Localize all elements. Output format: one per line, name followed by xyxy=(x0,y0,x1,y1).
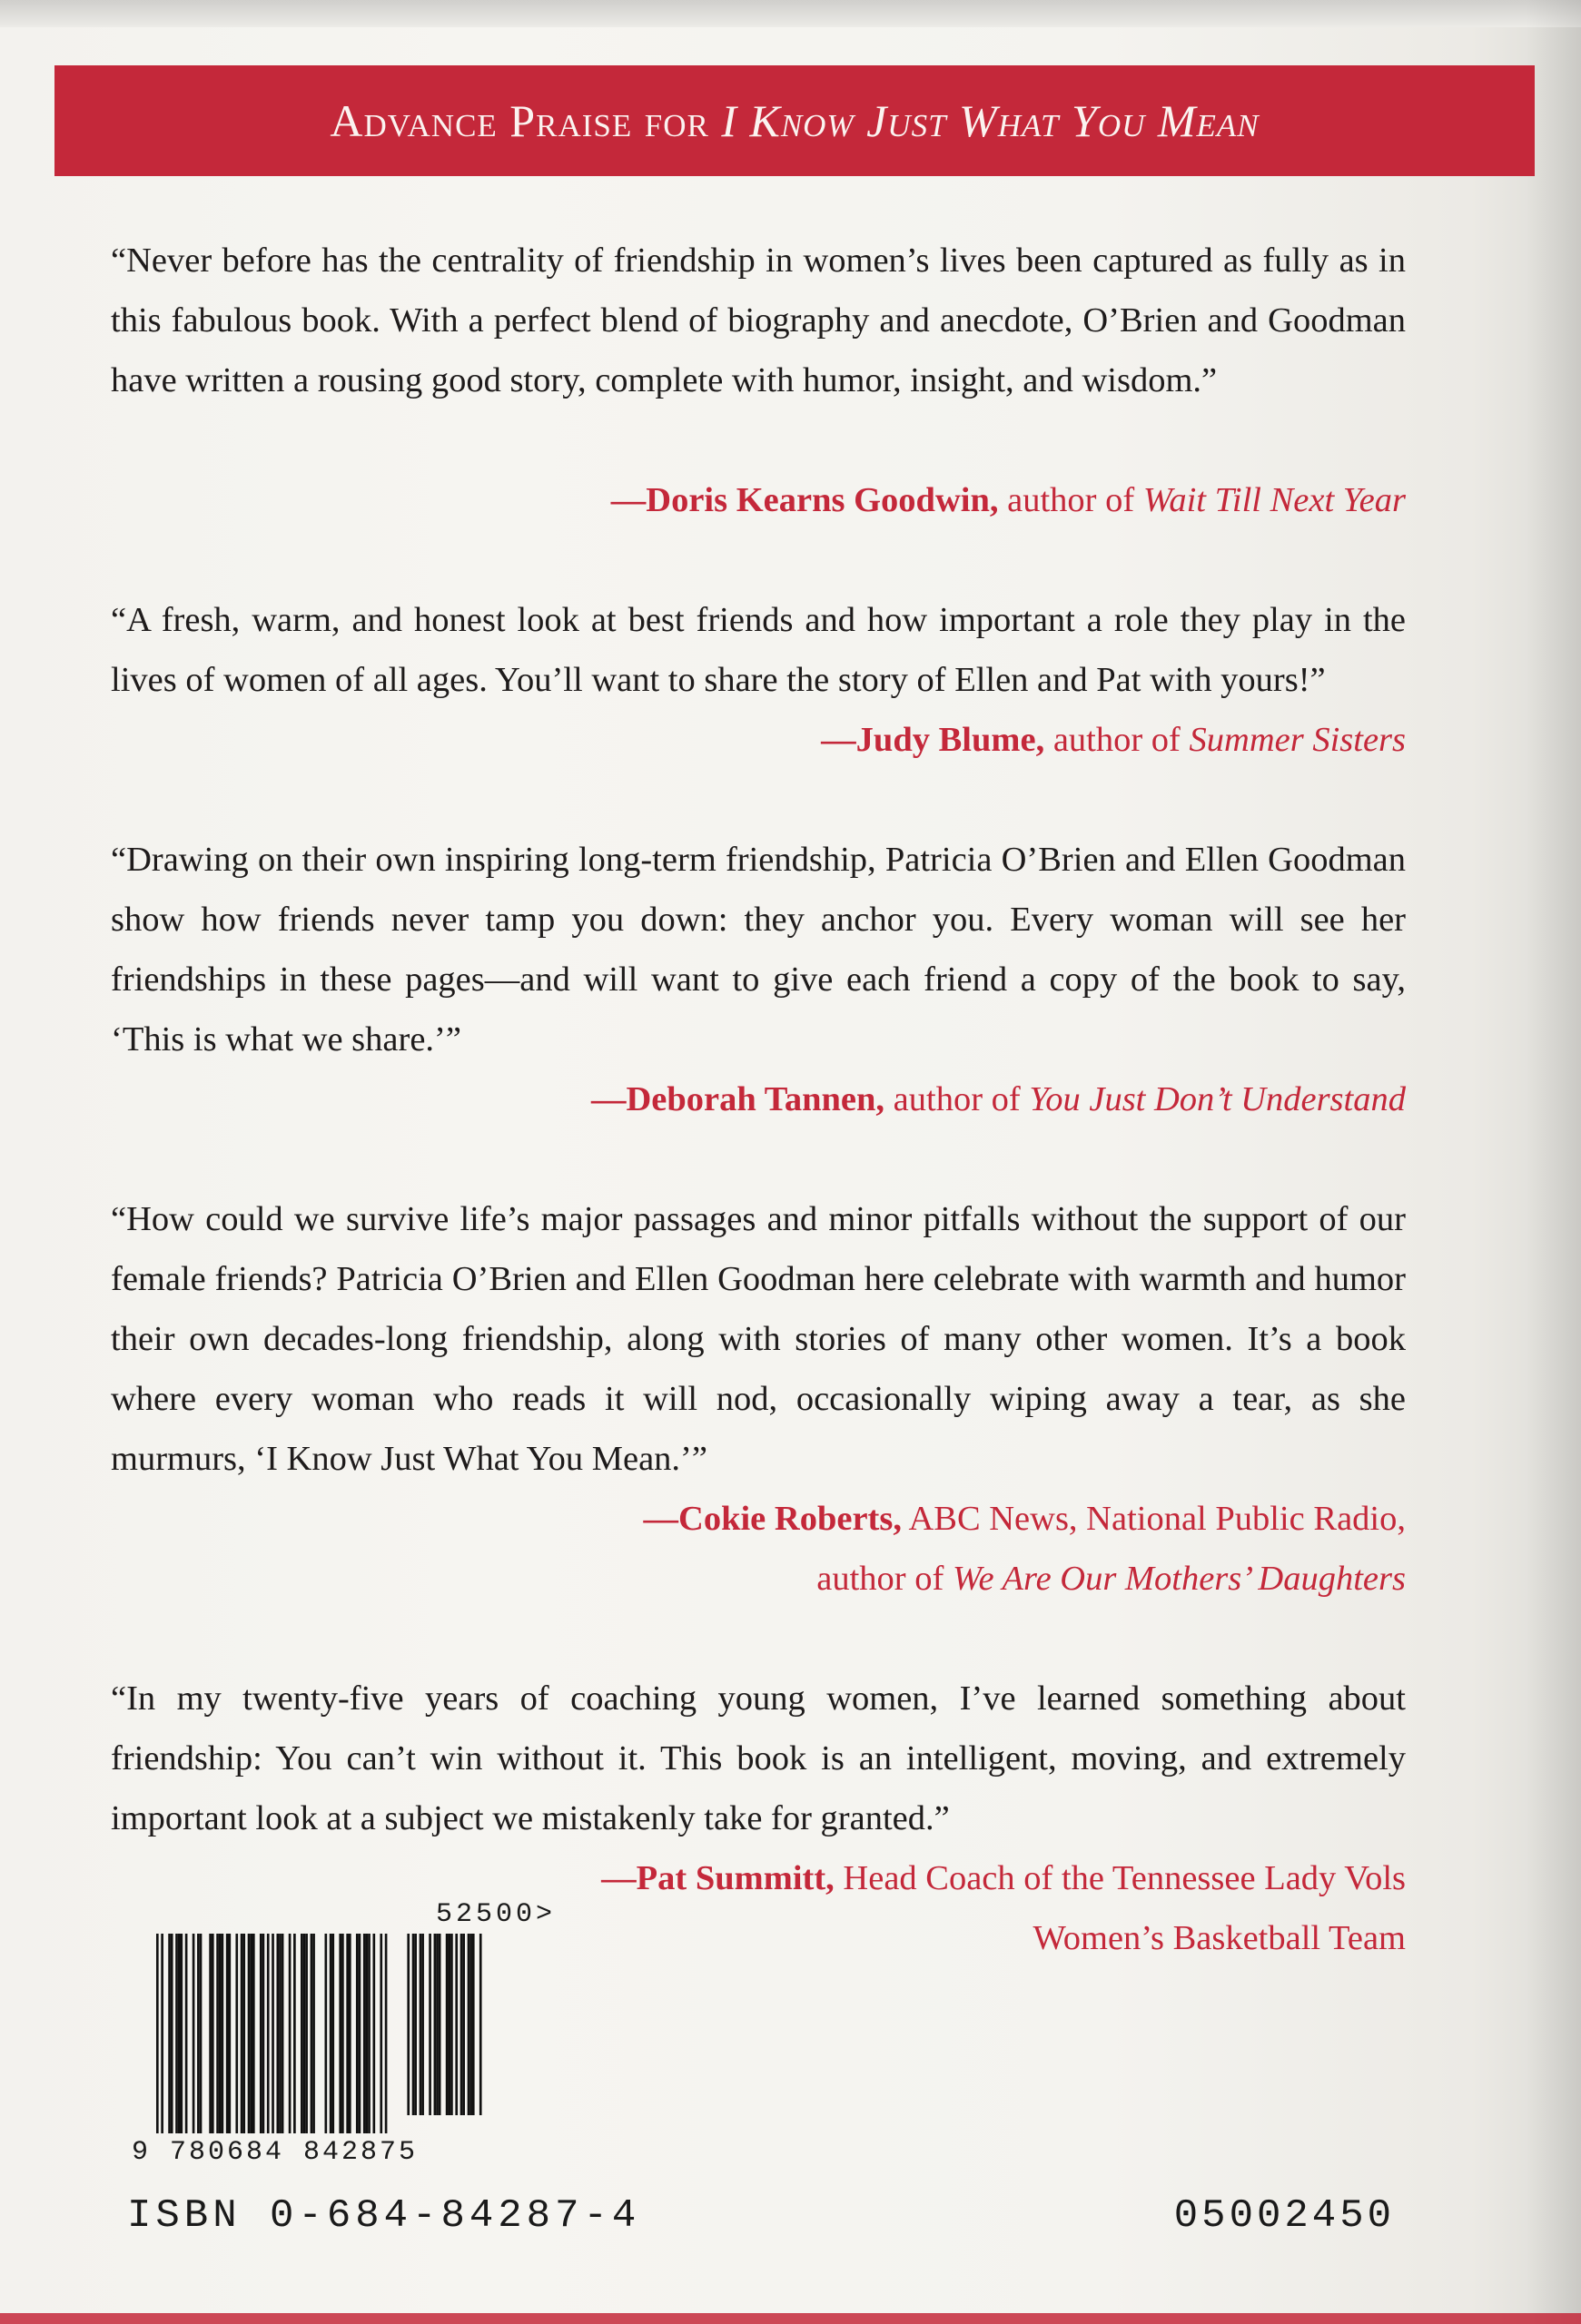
quote-1-work: Wait Till Next Year xyxy=(1142,481,1406,519)
barcode-bar xyxy=(175,1934,178,2133)
barcode-addon-bar xyxy=(414,1934,417,2115)
barcode-bar xyxy=(171,1934,173,2133)
barcode-bar xyxy=(341,1934,344,2133)
barcode-bar xyxy=(156,1934,159,2133)
quote-4-work: We Are Our Mothers’ Daughters xyxy=(952,1560,1406,1598)
barcode-bar xyxy=(349,1934,351,2133)
barcode-bar xyxy=(185,1934,188,2133)
barcode-bar xyxy=(330,1934,332,2133)
barcode-bar xyxy=(366,1934,369,2133)
spine-edge xyxy=(1527,0,1581,2324)
barcode-bar xyxy=(312,1934,315,2133)
barcode-addon-bar xyxy=(460,1934,463,2115)
barcode-bar xyxy=(267,1934,270,2133)
barcode-bar xyxy=(178,1934,181,2133)
barcode-bar xyxy=(373,1934,376,2133)
quote-2-attribution xyxy=(225,710,1406,770)
quote-3-name: —Deborah Tannen, xyxy=(590,1080,885,1118)
barcode-bar xyxy=(385,1934,388,2133)
barcode-bar xyxy=(248,1934,251,2133)
barcode-addon-bar xyxy=(407,1934,410,2115)
barcode-bar xyxy=(260,1934,262,2133)
barcode-bar xyxy=(277,1934,280,2133)
quote-4-role: ABC News, National Public Radio, xyxy=(901,1500,1406,1538)
quote-1-role: author of xyxy=(998,481,1143,519)
quote-5-name: —Pat Summitt, xyxy=(601,1859,835,1897)
barcode-bar xyxy=(229,1934,232,2133)
quote-2-role: author of xyxy=(1044,721,1190,759)
barcode-bar xyxy=(356,1934,359,2133)
quote-4-role-2: author of xyxy=(816,1560,953,1598)
quote-5-role-2: Women’s Basketball Team xyxy=(1033,1919,1406,1957)
banner-prefix: Advance Praise for xyxy=(330,95,722,146)
barcode-bar xyxy=(209,1934,212,2133)
quote-3-role: author of xyxy=(884,1080,1030,1118)
barcode-addon-bar xyxy=(439,1934,441,2115)
barcode-bar xyxy=(331,1934,334,2133)
barcode-addon-bar xyxy=(436,1934,439,2115)
praise-banner xyxy=(54,65,1535,176)
barcode-bar xyxy=(359,1934,361,2133)
quote-5-text: “In my twenty-five years of coaching young women, I’ve learned something about friendship: You can’t win without it. This book is an intelligent, moving, and extremely important look at a subject we mistakenly take for granted.” xyxy=(111,1679,1406,1837)
barcode-bar xyxy=(200,1934,203,2133)
barcode-addon-bar xyxy=(434,1934,437,2115)
quote-1-attribution xyxy=(225,470,1406,530)
barcode-addon-bar xyxy=(472,1934,475,2115)
barcode-bar xyxy=(222,1934,224,2133)
barcode-bar xyxy=(216,1934,219,2133)
quote-4-attribution xyxy=(225,1489,1406,1549)
barcode-bar xyxy=(181,1934,183,2133)
banner-book-title: I Know Just What You Mean xyxy=(721,95,1260,146)
quote-2-name: —Judy Blume, xyxy=(821,721,1045,759)
barcode-bar xyxy=(289,1934,291,2133)
barcode-bar xyxy=(279,1934,282,2133)
quote-3-attribution xyxy=(225,1069,1406,1129)
barcode-bar xyxy=(325,1934,328,2133)
barcode-bar xyxy=(272,1934,274,2133)
barcode-bar xyxy=(293,1934,296,2133)
barcode-addon-bar xyxy=(421,1934,424,2115)
barcode-bar xyxy=(305,1934,308,2133)
quote-5-attribution xyxy=(225,1848,1406,1908)
quote-4-name: —Cokie Roberts, xyxy=(643,1500,902,1538)
barcode-addon-bar xyxy=(455,1934,458,2115)
product-code: 05002450 xyxy=(1173,2193,1395,2239)
isbn-number: ISBN 0-684-84287-4 xyxy=(127,2193,641,2239)
top-edge xyxy=(0,0,1581,27)
barcode-bar xyxy=(168,1934,171,2133)
barcode-addon-bar xyxy=(429,1934,431,2115)
barcode-bar xyxy=(380,1934,382,2133)
quote-4-text: “How could we survive life’s major passages and minor pitfalls without the support of our female friends? Patricia O’Brien and Ellen Goodman here celebrate with warmth and humor their own decades-long friendship, along with stories of many other women. It’s a book where every woman who reads it will nod, occasionally wiping away a tear, as she murmurs, ‘I Know Just What You Mean.’” xyxy=(111,1200,1406,1478)
quote-3-text: “Drawing on their own inspiring long-term friendship, Patricia O’Brien and Ellen Goodman show how friends never tamp you down: they anchor you. Every woman will see her friendships in these pages—and will want to give each friend a copy of the book to say, ‘This is what we share.’” xyxy=(111,841,1406,1059)
quote-2-text: “A fresh, warm, and honest look at best friends and how important a role they play in the lives of women of all ages. You’ll want to share the story of Ellen and Pat with yours!” xyxy=(111,601,1406,699)
barcode-bar xyxy=(161,1934,163,2133)
barcode-bar xyxy=(303,1934,306,2133)
barcode-bar xyxy=(311,1934,313,2133)
quote-4-attribution-line-2 xyxy=(225,1549,1406,1609)
barcode-addon-digits: 52500> xyxy=(436,1899,557,1930)
quote-1-name: —Doris Kearns Goodwin, xyxy=(610,481,999,519)
barcode-bar xyxy=(212,1934,214,2133)
barcode-addon-bar xyxy=(420,1934,422,2115)
bottom-edge xyxy=(0,2313,1581,2324)
barcode-bar xyxy=(339,1934,341,2133)
quote-5-role: Head Coach of the Tennessee Lady Vols xyxy=(834,1859,1406,1897)
barcode-bar xyxy=(346,1934,349,2133)
barcode-addon-bar xyxy=(448,1934,450,2115)
barcode-bar xyxy=(242,1934,245,2133)
barcode-bar xyxy=(235,1934,238,2133)
quote-3-work: You Just Don’t Understand xyxy=(1029,1080,1406,1118)
barcode-bar xyxy=(226,1934,229,2133)
barcode-bar xyxy=(363,1934,366,2133)
barcode-bar xyxy=(241,1934,243,2133)
quote-2-work: Summer Sisters xyxy=(1189,721,1406,759)
barcode-bar xyxy=(301,1934,303,2133)
quote-1-text: “Never before has the centrality of friendship in women’s lives been captured as fully as in this fabulous book. With a perfect blend of biography and anecdote, O’Brien and Goodman have written a rousing good story, complete with humor, insight, and wisdom.” xyxy=(111,241,1406,399)
barcode-addon-bar xyxy=(446,1934,449,2115)
barcode-addon-bar xyxy=(450,1934,453,2115)
barcode-bar xyxy=(250,1934,252,2133)
barcode-bar xyxy=(219,1934,222,2133)
barcode-bar xyxy=(368,1934,371,2133)
barcode-bar xyxy=(262,1934,265,2133)
barcode-bar xyxy=(197,1934,200,2133)
barcode-digits: 9 780684 842875 xyxy=(132,2137,419,2168)
barcode-addon-bar xyxy=(479,1934,482,2115)
barcode-graphic xyxy=(154,1934,563,2133)
barcode-bar xyxy=(193,1934,195,2133)
barcode-addon-bar xyxy=(468,1934,470,2115)
barcode-bar xyxy=(282,1934,284,2133)
barcode-addon-bar xyxy=(469,1934,472,2115)
barcode-addon-bar xyxy=(462,1934,465,2115)
barcode-bar xyxy=(252,1934,255,2133)
barcode-addon-bar xyxy=(412,1934,415,2115)
banner-heading xyxy=(330,94,1259,147)
